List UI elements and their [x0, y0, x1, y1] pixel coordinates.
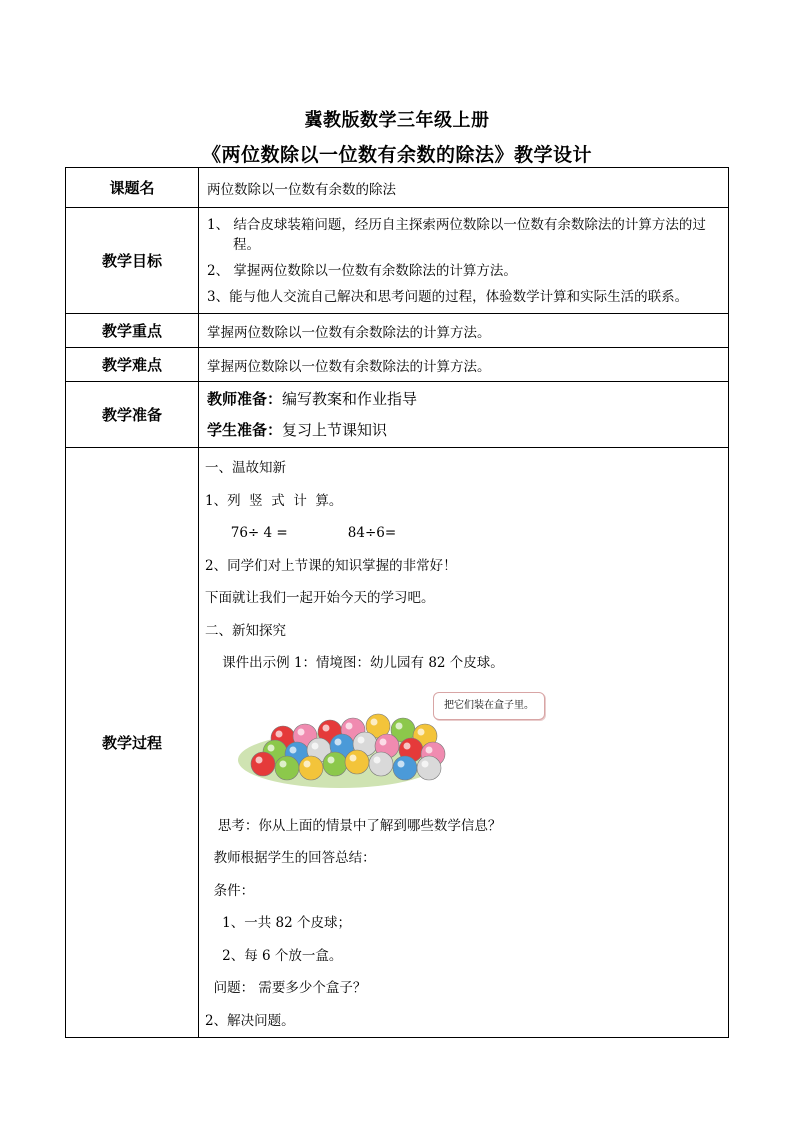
difficulty-value: 掌握两位数除以一位数有余数除法的计算方法。 [199, 348, 729, 382]
ball-highlight [404, 742, 411, 749]
process-line: 思考：你从上面的情景中了解到哪些数学信息？ [205, 817, 502, 834]
row-preparation [66, 382, 729, 448]
ball-highlight [398, 760, 405, 767]
process-line: 2、解决问题。 [205, 1012, 295, 1029]
row-goals [66, 208, 729, 314]
speech-bubble: 把它们装在盒子里。 [433, 692, 545, 720]
goal-item-1: 1、 结合皮球装箱问题，经历自主探索两位数除以一位数有余数除法的计算方法的过 [207, 216, 706, 233]
goal-item-2: 2、 掌握两位数除以一位数有余数除法的计算方法。 [207, 262, 517, 279]
ball-shape [393, 756, 417, 780]
ball-shape [417, 756, 441, 780]
ball-highlight [298, 728, 305, 735]
process-value [199, 448, 729, 1038]
ball-highlight [335, 738, 342, 745]
ball-highlight [374, 756, 381, 763]
goals-label: 教学目标 [66, 208, 199, 314]
ball-highlight [418, 728, 425, 735]
ball-shape [345, 750, 369, 774]
ball-highlight [290, 746, 297, 753]
ball-shape [369, 752, 393, 776]
goals-value [199, 208, 729, 314]
student-preparation-label: 学生准备： [207, 420, 283, 439]
process-line: 2、同学们对上节课的知识掌握的非常好！ [205, 557, 457, 574]
goal-item-1-cont: 程。 [233, 236, 260, 253]
topic-value: 两位数除以一位数有余数的除法 [199, 168, 729, 208]
teacher-preparation-value: 编写教案和作业指导 [282, 389, 418, 408]
row-difficulty [66, 348, 729, 382]
student-preparation [207, 415, 720, 446]
process-line: 二、新知探究 [205, 622, 286, 639]
process-line: 1、列 竖 式 计 算。 [205, 492, 343, 509]
difficulty-label: 教学难点 [66, 348, 199, 382]
preparation-value [199, 382, 729, 448]
row-key-point [66, 314, 729, 348]
ball-shape [251, 752, 275, 776]
student-preparation-value: 复习上节课知识 [282, 420, 388, 439]
goal-item-3: 3、能与他人交流自己解决和思考问题的过程，体验数学计算和实际生活的联系。 [207, 288, 689, 305]
ball-highlight [422, 760, 429, 767]
document-title: 冀教版数学三年级上册 [304, 110, 490, 131]
ball-shape [299, 756, 323, 780]
key-point-label: 教学重点 [66, 314, 199, 348]
process-line: 76÷ 4 = 84÷6= [205, 525, 397, 541]
ball-highlight [323, 724, 330, 731]
ball-highlight [380, 738, 387, 745]
teacher-preparation [207, 384, 720, 415]
process-label: 教学过程 [66, 448, 199, 1038]
ball-shape [275, 756, 299, 780]
process-line: 下面就让我们一起开始今天的学习吧。 [205, 590, 435, 606]
process-line: 课件出示例 1：情境图：幼儿园有 82 个皮球。 [205, 655, 504, 671]
ball-highlight [346, 722, 353, 729]
process-line: 1、一共 82 个皮球； [205, 915, 352, 931]
ball-highlight [328, 756, 335, 763]
balls-illustration [205, 680, 722, 810]
process-line: 教师根据学生的回答总结： [205, 850, 376, 866]
key-point-value: 掌握两位数除以一位数有余数除法的计算方法。 [199, 314, 729, 348]
ball-highlight [256, 756, 263, 763]
lesson-plan-table [65, 167, 729, 1038]
ball-highlight [358, 736, 365, 743]
process-line: 2、每 6 个放一盒。 [205, 947, 343, 964]
ball-highlight [276, 730, 283, 737]
ball-highlight [280, 760, 287, 767]
ball-highlight [396, 722, 403, 729]
process-line: 一、温故知新 [205, 460, 286, 476]
process-line: 问题： 需要多少个盒子？ [205, 980, 367, 996]
row-process [66, 448, 729, 1038]
ball-highlight [268, 744, 275, 751]
teacher-preparation-label: 教师准备： [207, 389, 283, 408]
ball-highlight [371, 718, 378, 725]
document-subtitle: 《两位数除以一位数有余数的除法》教学设计 [201, 144, 592, 166]
process-line: 条件： [205, 882, 255, 899]
preparation-label: 教学准备 [66, 382, 199, 448]
ball-highlight [426, 746, 433, 753]
topic-label: 课题名 [66, 168, 199, 208]
ball-highlight [312, 742, 319, 749]
row-topic [66, 168, 729, 208]
ball-highlight [350, 754, 357, 761]
ball-shape [323, 752, 347, 776]
ball-highlight [304, 760, 311, 767]
